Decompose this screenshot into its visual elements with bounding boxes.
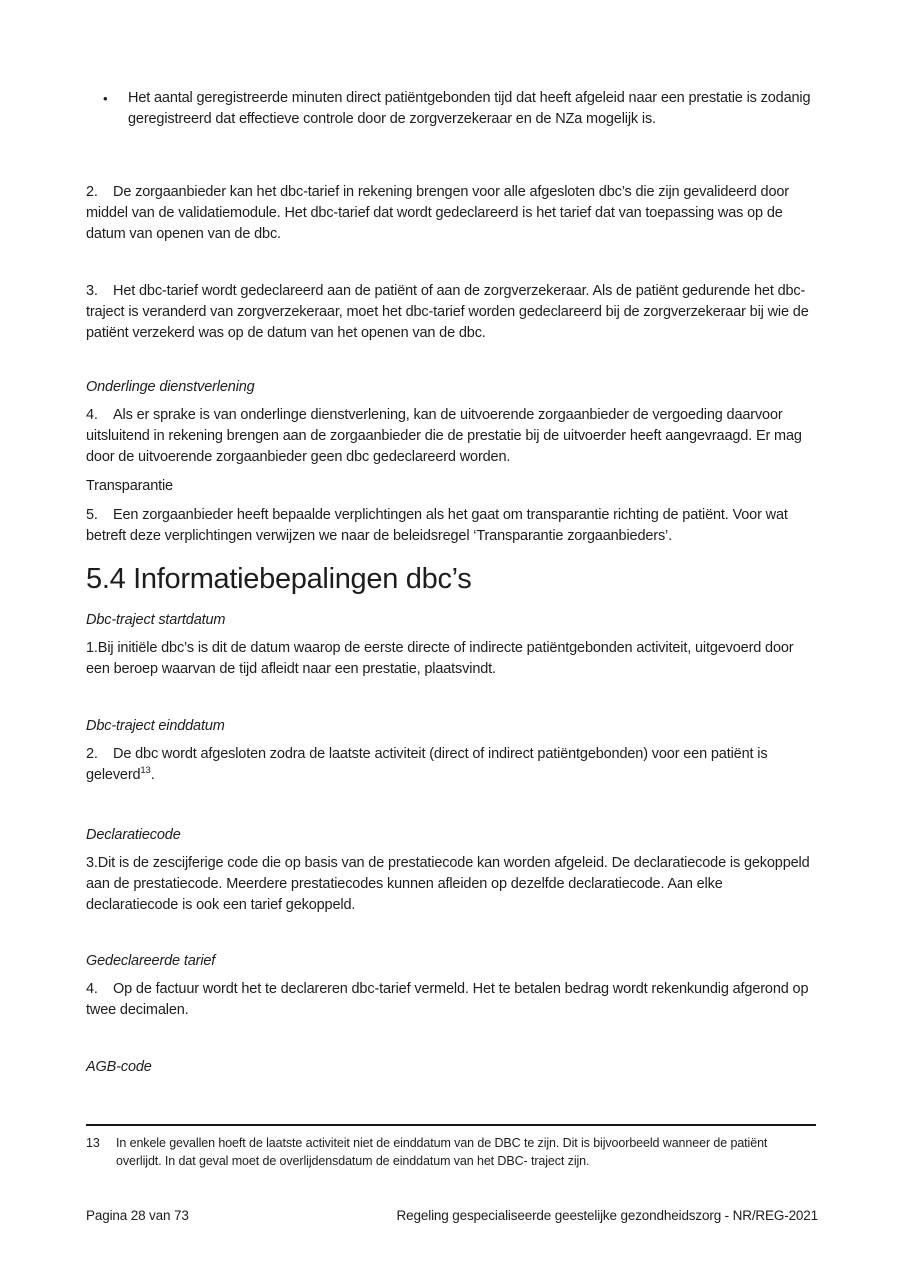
paragraph-s4 [86,979,816,1021]
footnote-reference: 13 [140,765,151,777]
paragraph-text: De dbc wordt afgesloten zodra de laatste activiteit (direct of indirect patiëntgebonden) voor een patiënt is geleverd [86,746,768,783]
paragraph-2 [86,182,816,245]
paragraph-text: 3.Dit is de zescijferige code die op basis van de prestatiecode kan worden afgeleid. De declaratiecode is gekoppeld aan de prestatiecode. Meerdere prestatiecodes kunnen afleiden op dezelfde declaratiecode. Aan elke declaratiecode is ook een tarief gekoppeld. [86,855,810,913]
paragraph-4 [86,405,816,468]
footnote-13 [86,1135,816,1170]
paragraph-number: 2. [86,184,98,200]
subheading-dbc-traject-einddatum: Dbc-traject einddatum [86,718,225,734]
footnote-number: 13 [86,1136,100,1150]
footnote-section [86,1124,816,1170]
paragraph-text: De zorgaanbieder kan het dbc-tarief in rekening brengen voor alle afgesloten dbc’s die zijn gevalideerd door middel van de validatiemodule. Het dbc-tarief dat wordt gedeclareerd is het tarief dat van toepassing was op de datum van openen van de dbc. [86,184,789,242]
paragraph-number: 3. [86,283,98,299]
paragraph-s2 [86,744,816,786]
paragraph-text: Een zorgaanbieder heeft bepaalde verplichtingen als het gaat om transparantie richting de patiënt. Voor wat betreft deze verplichtingen verwijzen we naar de beleidsregel ‘Transparantie zorgaanbieders’. [86,507,788,544]
bullet-text: Het aantal geregistreerde minuten direct patiëntgebonden tijd dat heeft afgeleid naar een prestatie is zodanig geregistreerd dat effectieve controle door de zorgverzekeraar en de NZa mogelijk is. [128,90,811,127]
subheading-declaratiecode: Declaratiecode [86,827,181,843]
paragraph-s1 [86,638,816,680]
footnote-text: In enkele gevallen hoeft de laatste activiteit niet de einddatum van de DBC te zijn. Dit is bijvoorbeeld wanneer de patiënt overlijdt. In dat geval moet de overlijdensdatum de einddatum van het DBC- traject zijn. [116,1136,768,1168]
paragraph-text: Als er sprake is van onderlinge dienstverlening, kan de uitvoerende zorgaanbieder de vergoeding daarvoor uitsluitend in rekening brengen aan de zorgaanbieder die de prestatie bij de uitvoerder heeft aangevraagd. Er mag door de uitvoerende zorgaanbieder geen dbc gedeclareerd worden. [86,407,802,465]
paragraph-5 [86,505,816,547]
subheading-onderlinge-dienstverlening: Onderlinge dienstverlening [86,379,255,395]
subheading-dbc-traject-startdatum: Dbc-traject startdatum [86,612,226,628]
paragraph-s3 [86,853,816,916]
paragraph-number: 2. [86,746,98,762]
paragraph-3 [86,281,816,344]
footnote-separator-rule [86,1124,816,1126]
subheading-gedeclareerde-tarief: Gedeclareerde tarief [86,953,216,969]
section-heading-5-4: 5.4 Informatiebepalingen dbc’s [86,563,472,595]
page-footer [86,1207,818,1225]
paragraph-text: Op de factuur wordt het te declareren dbc-tarief vermeld. Het te betalen bedrag wordt rekenkundig afgerond op twee decimalen. [86,981,809,1018]
page-number: Pagina 28 van 73 [86,1208,189,1223]
paragraph-text-after-ref: . [150,767,155,783]
subheading-agb-code: AGB-code [86,1059,152,1075]
paragraph-number: 5. [86,507,98,523]
paragraph-number: 4. [86,981,98,997]
paragraph-text: 1.Bij initiële dbc’s is dit de datum waarop de eerste directe of indirecte patiëntgebonden activiteit, uitgevoerd door een beroep waarvan de tijd afleidt naar een prestatie, plaatsvindt. [86,640,794,677]
paragraph-text: Het dbc-tarief wordt gedeclareerd aan de patiënt of aan de zorgverzekeraar. Als de patiënt gedurende het dbc-traject is veranderd van zorgverzekeraar, moet het dbc-tarief worden gedeclareerd bij de zorgverzekeraar bij wie de patiënt verzekerd was op de datum van het openen van de dbc. [86,283,809,341]
subheading-transparantie: Transparantie [86,478,173,494]
bullet-item [86,88,816,130]
bullet-marker: • [103,91,108,106]
document-title-footer: Regeling gespecialiseerde geestelijke gezondheidszorg - NR/REG-2021 [396,1208,818,1223]
paragraph-number: 4. [86,407,98,423]
